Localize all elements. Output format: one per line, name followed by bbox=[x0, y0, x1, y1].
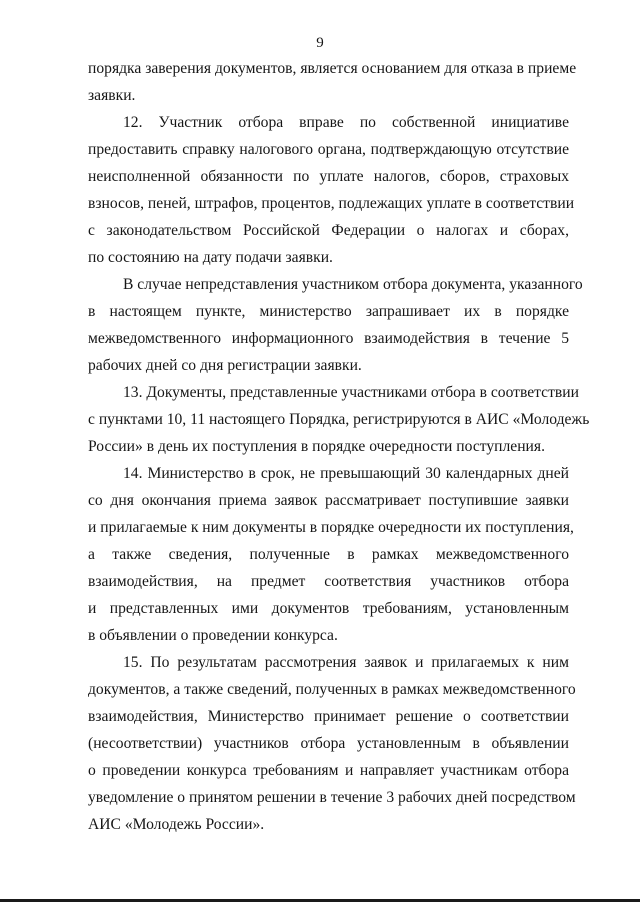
text-line: взаимодействия, Министерство принимает решение о соответствии bbox=[88, 708, 569, 725]
text-line: АИС «Молодежь России». bbox=[88, 816, 265, 833]
text-line: документов, а также сведений, полученных в рамках межведомственного bbox=[88, 681, 576, 698]
text-line: В случае непредставления участником отбора документа, указанного bbox=[123, 276, 583, 293]
text-line: о проведении конкурса требованиям и направляет участникам отбора bbox=[88, 762, 569, 779]
text-line: в объявлении о проведении конкурса. bbox=[88, 627, 338, 644]
text-line: России» в день их поступления в порядке очередности поступления. bbox=[88, 438, 545, 455]
text-line: межведомственного информационного взаимодействия в течение 5 bbox=[88, 330, 569, 347]
text-line: взносов, пеней, штрафов, процентов, подлежащих уплате в соответствии bbox=[88, 195, 575, 212]
text-line: со дня окончания приема заявок рассматривает поступившие заявки bbox=[88, 492, 569, 509]
text-line: предоставить справку налогового органа, подтверждающую отсутствие bbox=[88, 141, 569, 158]
text-line: по состоянию на дату подачи заявки. bbox=[88, 249, 333, 266]
text-line: неисполненной обязанности по уплате налогов, сборов, страховых bbox=[88, 168, 569, 185]
text-line: рабочих дней со дня регистрации заявки. bbox=[88, 357, 362, 374]
text-line: с законодательством Российской Федерации о налогах и сборах, bbox=[88, 222, 569, 239]
text-line: а также сведения, полученные в рамках межведомственного bbox=[88, 546, 569, 563]
text-line: и прилагаемые к ним документы в порядке очередности их поступления, bbox=[88, 519, 574, 536]
text-line: 13. Документы, представленные участниками отбора в соответствии bbox=[123, 384, 579, 401]
text-line: 14. Министерство в срок, не превышающий 30 календарных дней bbox=[123, 465, 569, 482]
text-line: (несоответствии) участников отбора установленным в объявлении bbox=[88, 735, 569, 752]
text-line: взаимодействия, на предмет соответствия участников отбора bbox=[88, 573, 569, 590]
text-line: в настоящем пункте, министерство запрашивает их в порядке bbox=[88, 303, 569, 320]
text-line: 12. Участник отбора вправе по собственной инициативе bbox=[123, 114, 569, 131]
page-number: 9 bbox=[316, 35, 324, 51]
text-line: уведомление о принятом решении в течение 3 рабочих дней посредством bbox=[88, 789, 576, 806]
text-line: с пунктами 10, 11 настоящего Порядка, регистрируются в АИС «Молодежь bbox=[88, 411, 590, 428]
text-line: 15. По результатам рассмотрения заявок и прилагаемых к ним bbox=[123, 654, 569, 671]
text-line: и представленных ими документов требованиям, установленным bbox=[88, 600, 569, 617]
text-line: заявки. bbox=[88, 87, 136, 104]
bottom-rule bbox=[0, 899, 640, 902]
text-line: порядка заверения документов, является основанием для отказа в приеме bbox=[88, 60, 577, 77]
